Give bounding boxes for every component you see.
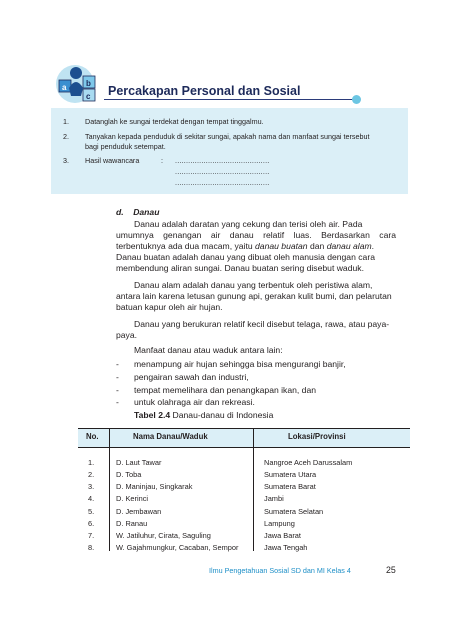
cell-location: Lampung xyxy=(264,519,295,528)
cell-location: Sumatera Selatan xyxy=(264,507,324,516)
answer-line: ........................................... xyxy=(175,178,270,187)
cell-lake-name: D. Kerinci xyxy=(116,494,149,503)
paragraph-line: batuan kapur oleh air hujan. xyxy=(116,302,223,312)
cell-lake-name: D. Laut Tawar xyxy=(116,458,162,467)
task-text: Datanglah ke sungai terdekat dengan tempat tinggalmu. xyxy=(85,117,264,126)
title-rule xyxy=(104,99,356,100)
cell-location: Nangroe Aceh Darussalam xyxy=(264,458,353,467)
cell-no: 6. xyxy=(88,519,95,528)
task-text: bagi penduduk setempat. xyxy=(85,142,166,151)
answer-line: ........................................... xyxy=(175,156,270,165)
paragraph-line: membendung aliran sungai. Danau buatan sering disebut waduk. xyxy=(116,263,364,273)
paragraph-line: paya. xyxy=(116,330,138,340)
subsection-heading: d. Danau xyxy=(116,207,160,217)
table-caption xyxy=(134,410,273,420)
cell-lake-name: D. Ranau xyxy=(116,519,148,528)
cell-lake-name: W. Jatiluhur, Cirata, Saguling xyxy=(116,531,211,540)
cell-location: Sumatera Utara xyxy=(264,470,317,479)
paragraph-line: Manfaat danau atau waduk antara lain: xyxy=(134,345,283,355)
bullet-item: menampung air hujan sehingga bisa mengurangi banjir, xyxy=(134,359,346,369)
cell-no: 1. xyxy=(88,458,95,467)
cell-lake-name: D. Toba xyxy=(116,470,142,479)
task-colon: : xyxy=(161,156,163,165)
column-header-no: No. xyxy=(86,432,99,441)
task-number: 2. xyxy=(63,132,69,141)
paragraph-line: Danau adalah daratan yang cekung dan terisi oleh air. Pada xyxy=(134,219,363,229)
cell-no: 5. xyxy=(88,507,95,516)
cell-no: 3. xyxy=(88,482,95,491)
answer-line: ........................................... xyxy=(175,167,270,176)
cell-no: 2. xyxy=(88,470,95,479)
table-caption-label: Tabel 2.4 xyxy=(134,410,171,420)
paragraph-line: antara lain karena letusan gunung api, gerakan kulit bumi, dan pelarutan xyxy=(116,291,392,301)
logo-letter-b: b xyxy=(86,79,91,88)
logo-letter-c: c xyxy=(86,92,91,101)
footer-book-title: Ilmu Pengetahuan Sosial SD dan MI Kelas 4 xyxy=(209,566,351,575)
cell-lake-name: D. Maninjau, Singkarak xyxy=(116,482,193,491)
title-dot xyxy=(352,95,361,104)
bullet-item: tempat memelihara dan penangkapan ikan, dan xyxy=(134,385,317,395)
activity-box xyxy=(51,108,408,194)
column-divider xyxy=(109,429,110,551)
column-header-lake-name: Nama Danau/Waduk xyxy=(133,432,208,441)
task-number: 1. xyxy=(63,117,69,126)
cell-no: 4. xyxy=(88,494,95,503)
bullet-item: pengairan sawah dan industri, xyxy=(134,372,249,382)
cell-lake-name: D. Jembawan xyxy=(116,507,162,516)
bullet-marker: - xyxy=(116,359,119,369)
cell-no: 8. xyxy=(88,543,95,552)
bullet-item: untuk olahraga air dan rekreasi. xyxy=(134,397,255,407)
paragraph-line: Danau alam adalah danau yang terbentuk oleh peristiwa alam, xyxy=(134,280,373,290)
column-divider xyxy=(253,429,254,551)
task-text: Tanyakan kepada penduduk di sekitar sungai, apakah nama dan manfaat sungai tersebut xyxy=(85,132,370,141)
cell-location: Sumatera Barat xyxy=(264,482,316,491)
table-caption-text: Danau-danau di Indonesia xyxy=(170,410,274,420)
task-text: Hasil wawancara xyxy=(85,156,140,165)
cell-location: Jawa Barat xyxy=(264,531,301,540)
column-header-location: Lokasi/Provinsi xyxy=(288,432,346,441)
paragraph-line: Danau buatan adalah danau yang dibuat oleh manusia dengan cara xyxy=(116,252,375,262)
paragraph-line: umumnya genangan air danau relatif luas. Berdasarkan cara xyxy=(116,230,396,240)
bullet-marker: - xyxy=(116,397,119,407)
bullet-marker: - xyxy=(116,385,119,395)
paragraph-line: terbentuknya ada dua macam, yaitu danau buatan dan danau alam. xyxy=(116,241,375,251)
task-number: 3. xyxy=(63,156,69,165)
table-header-row xyxy=(78,428,410,448)
section-title: Percakapan Personal dan Sosial xyxy=(108,84,301,98)
cell-location: Jawa Tengah xyxy=(264,543,308,552)
cell-location: Jambi xyxy=(264,494,284,503)
abc-blocks-icon xyxy=(55,62,107,106)
logo-letter-a: a xyxy=(62,83,67,92)
cell-no: 7. xyxy=(88,531,95,540)
paragraph-line: Danau yang berukuran relatif kecil disebut telaga, rawa, atau paya- xyxy=(134,319,390,329)
page-number: 25 xyxy=(386,565,396,575)
bullet-marker: - xyxy=(116,372,119,382)
cell-lake-name: W. Gajahmungkur, Cacaban, Sempor xyxy=(116,543,239,552)
